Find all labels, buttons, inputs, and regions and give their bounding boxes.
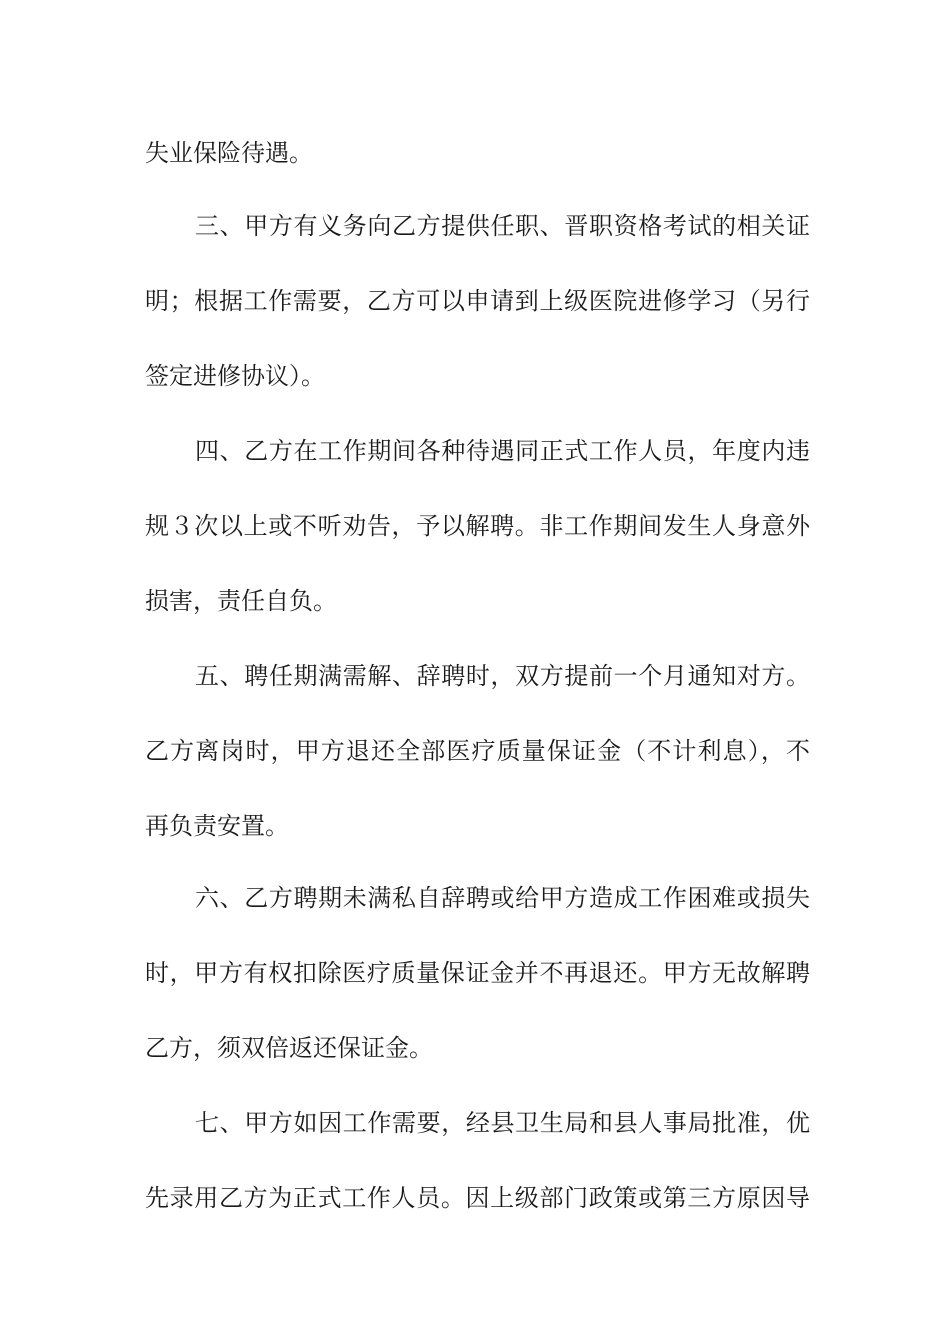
paragraph-4-line-2: 规３次以上或不听劝告，予以解聘。非工作期间发生人身意外 (145, 512, 810, 540)
paragraph-3-line-2: 明；根据工作需要，乙方可以申请到上级医院进修学习（另行 (145, 287, 810, 315)
paragraph-7-line-1: 七、甲方如因工作需要，经县卫生局和县人事局批准，优 (195, 1109, 810, 1137)
paragraph-5-line-2: 乙方离岗时，甲方退还全部医疗质量保证金（不计利息），不 (145, 737, 810, 765)
paragraph-6-line-1: 六、乙方聘期未满私自辞聘或给甲方造成工作困难或损失 (195, 884, 810, 912)
paragraph-3-line-1: 三、甲方有义务向乙方提供任职、晋职资格考试的相关证 (195, 212, 810, 240)
paragraph-6-line-3: 乙方，须双倍返还保证金。 (145, 1034, 433, 1062)
paragraph-6-line-2: 时，甲方有权扣除医疗质量保证金并不再退还。甲方无故解聘 (145, 959, 810, 987)
text-line: 失业保险待遇。 (145, 139, 313, 167)
paragraph-5-line-1: 五、聘任期满需解、辞聘时，双方提前一个月通知对方。 (195, 662, 810, 690)
paragraph-7-line-2: 先录用乙方为正式工作人员。因上级部门政策或第三方原因导 (145, 1184, 810, 1212)
paragraph-4-line-3: 损害，责任自负。 (145, 587, 337, 615)
paragraph-4-line-1: 四、乙方在工作期间各种待遇同正式工作人员，年度内违 (195, 437, 810, 465)
paragraph-3-line-3: 签定进修协议）。 (145, 362, 325, 390)
paragraph-5-line-3: 再负责安置。 (145, 812, 289, 840)
